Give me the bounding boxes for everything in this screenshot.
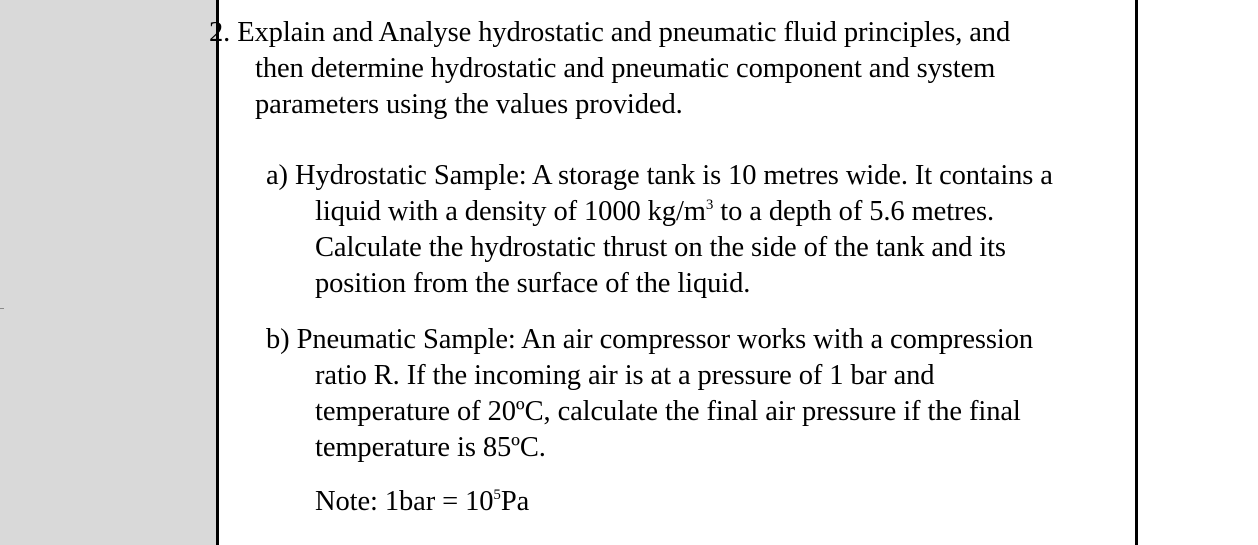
- part-a-density-text: liquid with a density of 1000 kg/m: [315, 196, 706, 227]
- right-margin-panel: [1141, 0, 1258, 545]
- note-unit: Pa: [500, 486, 530, 517]
- exponent-superscript: 5: [493, 487, 501, 503]
- part-a-line-1: a) Hydrostatic Sample: A storage tank is 10 metres wide. It contains a: [266, 160, 1053, 191]
- part-a-depth-text: to a depth of 5.6 metres.: [713, 196, 994, 227]
- note-text: Note: 1bar = 10: [315, 486, 494, 517]
- part-a-line-3: Calculate the hydrostatic thrust on the side of the tank and its: [315, 232, 1006, 263]
- margin-marker: [0, 308, 4, 309]
- question-intro-line-2: then determine hydrostatic and pneumatic component and system: [255, 53, 996, 84]
- part-b-line-3: temperature of 20ºC, calculate the final air pressure if the final: [315, 396, 1021, 427]
- part-b-line-4: temperature is 85ºC.: [315, 432, 546, 463]
- cubed-superscript: 3: [705, 197, 714, 213]
- question-intro-line-3: parameters using the values provided.: [255, 89, 683, 120]
- part-a-line-2: [315, 194, 994, 230]
- note-line: [315, 484, 529, 520]
- question-text: Explain and Analyse hydrostatic and pneumatic fluid principles, and: [237, 17, 1011, 48]
- part-b-line-1: b) Pneumatic Sample: An air compressor works with a compression: [266, 324, 1034, 355]
- part-b-line-2: ratio R. If the incoming air is at a pressure of 1 bar and: [315, 360, 935, 391]
- question-number: 2.: [209, 17, 231, 48]
- part-a-line-4: position from the surface of the liquid.: [315, 268, 751, 299]
- question-intro-line-1: [209, 15, 1010, 51]
- left-margin-panel: [0, 0, 216, 545]
